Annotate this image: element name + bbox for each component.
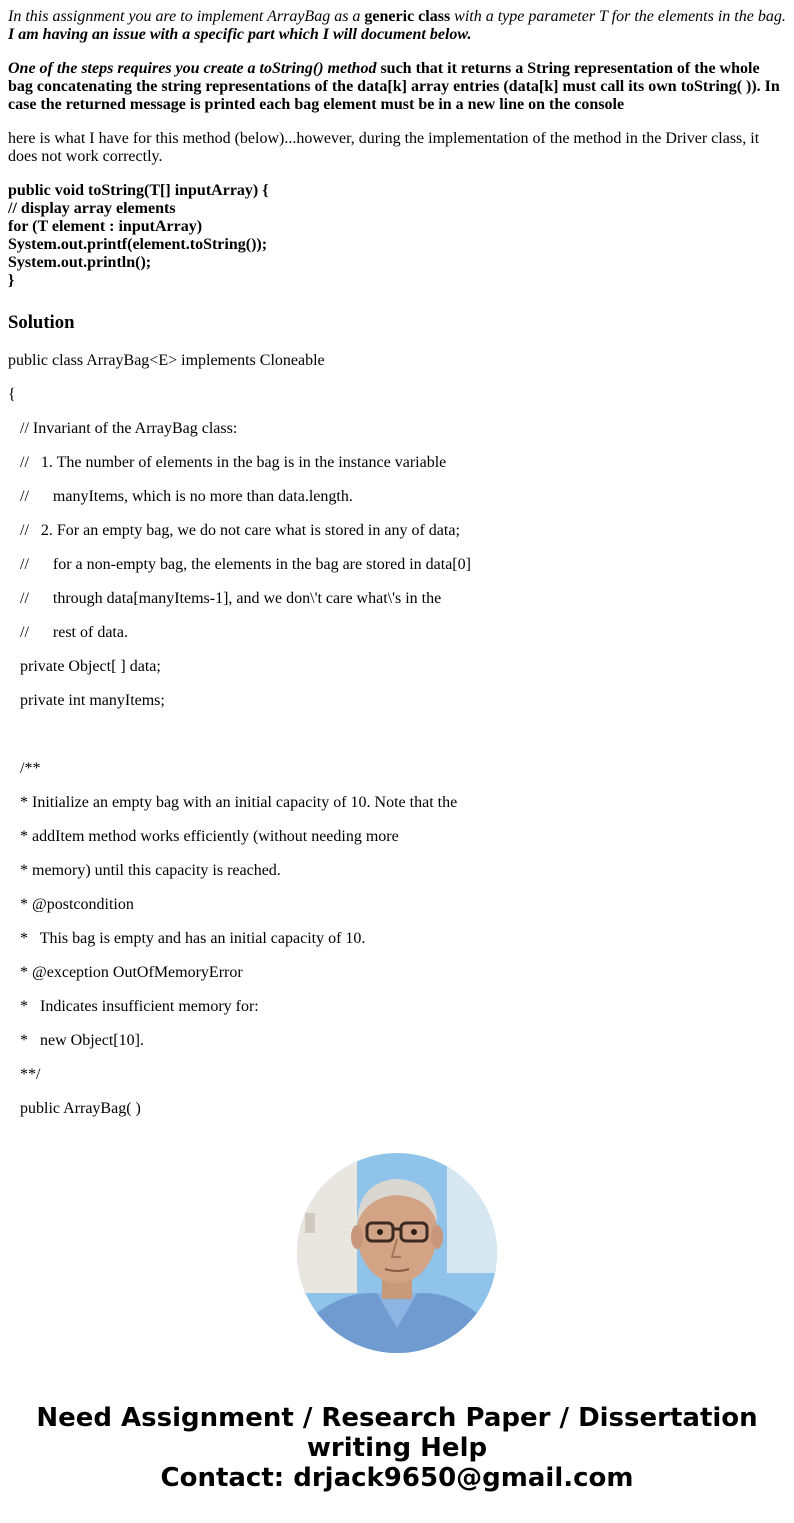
solution-heading: Solution bbox=[8, 312, 75, 333]
code-line: // display array elements bbox=[8, 200, 176, 217]
footer-line-2: writing Help bbox=[306, 1433, 488, 1463]
solution-code-line: // through data[manyItems-1], and we don\'t care what\'s in the bbox=[8, 590, 442, 607]
solution-code-line: **/ bbox=[8, 1066, 41, 1083]
solution-code-line: private int manyItems; bbox=[8, 692, 165, 709]
steps-bold: such that it returns a String representation of the whole bag concatenating the string representations of the data[k] array entries (data[k] must call its own toString( )). In case the returned message is printed each bag element must be in a new line on the console bbox=[8, 60, 780, 113]
solution-code-line: { bbox=[8, 386, 16, 403]
solution-code-line: * @exception OutOfMemoryError bbox=[8, 964, 243, 981]
solution-code-line: * This bag is empty and has an initial capacity of 10. bbox=[8, 930, 366, 947]
solution-code-line: // manyItems, which is no more than data.length. bbox=[8, 488, 353, 505]
code-line: System.out.printf(element.toString()); bbox=[8, 236, 268, 253]
code-line: } bbox=[8, 272, 15, 289]
intro-text: In this assignment you are to implement ArrayBag as a bbox=[8, 8, 365, 25]
solution-code-line: private Object[ ] data; bbox=[8, 658, 161, 675]
intro-text-2: with a type parameter T for the elements in the bag. bbox=[450, 8, 786, 25]
solution-code-line bbox=[8, 726, 786, 760]
solution-code-line: * new Object[10]. bbox=[8, 1032, 144, 1049]
steps-text: One of the steps requires you create a toString() method bbox=[8, 60, 377, 77]
solution-code-line: // 2. For an empty bag, we do not care what is stored in any of data; bbox=[8, 522, 460, 539]
solution-code-line: // for a non-empty bag, the elements in the bag are stored in data[0] bbox=[8, 556, 471, 573]
solution-code-line: * Indicates insufficient memory for: bbox=[8, 998, 259, 1015]
question-paragraph-2 bbox=[8, 60, 786, 114]
author-avatar bbox=[297, 1153, 497, 1353]
code-line: for (T element : inputArray) bbox=[8, 218, 203, 235]
solution-code-line: public ArrayBag( ) bbox=[8, 1100, 141, 1117]
code-line: public void toString(T[] inputArray) { bbox=[8, 182, 269, 199]
question-paragraph-1 bbox=[8, 8, 786, 44]
code-line: System.out.println(); bbox=[8, 254, 152, 271]
solution-code-line: * addItem method works efficiently (without needing more bbox=[8, 828, 399, 845]
solution-code-line: /** bbox=[8, 760, 41, 777]
solution-code-line: * @postcondition bbox=[8, 896, 134, 913]
solution-code bbox=[8, 352, 786, 1134]
contact-footer bbox=[0, 1403, 794, 1493]
question-paragraph-3: here is what I have for this method (below)...however, during the implementation of the method in the Driver class, it does not work correctly. bbox=[8, 130, 760, 165]
footer-line-1: Need Assignment / Research Paper / Dissertation bbox=[36, 1403, 758, 1433]
footer-contact: Contact: drjack9650@gmail.com bbox=[160, 1463, 634, 1493]
solution-code-line: * memory) until this capacity is reached. bbox=[8, 862, 281, 879]
question-code bbox=[8, 182, 786, 290]
solution-code-line: * Initialize an empty bag with an initial capacity of 10. Note that the bbox=[8, 794, 458, 811]
solution-code-line: public class ArrayBag<E> implements Cloneable bbox=[8, 352, 325, 369]
solution-code-line: // rest of data. bbox=[8, 624, 128, 641]
solution-code-line: // 1. The number of elements in the bag is in the instance variable bbox=[8, 454, 447, 471]
issue-text: I am having an issue with a specific part which I will document below. bbox=[8, 26, 472, 43]
solution-code-line: // Invariant of the ArrayBag class: bbox=[8, 420, 238, 437]
intro-bold: generic class bbox=[364, 8, 451, 25]
author-photo bbox=[297, 1153, 497, 1353]
